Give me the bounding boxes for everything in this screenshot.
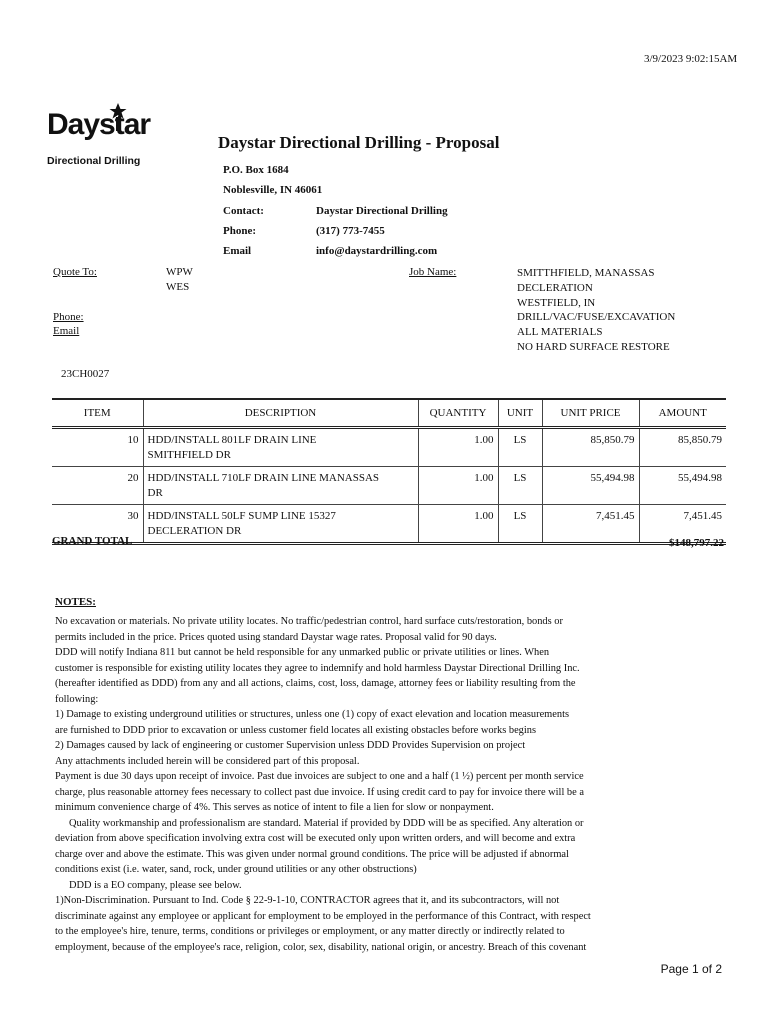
quote-to-line1: WPW bbox=[166, 266, 193, 278]
job-line: NO HARD SURFACE RESTORE bbox=[517, 340, 670, 353]
notes-line: 2) Damages caused by lack of engineering or customer Supervision unless DDD Provides Supervision on project bbox=[55, 740, 526, 751]
item-unit-price: 85,850.79 bbox=[542, 428, 639, 467]
notes-body bbox=[55, 614, 735, 955]
notes-line: charge, plus reasonable attorney fees necessary to collect past due invoice. If using credit card to pay for invoice there will be a bbox=[55, 786, 584, 798]
item-unit-price: 55,494.98 bbox=[542, 467, 639, 505]
desc-line: HDD/INSTALL 801LF DRAIN LINE bbox=[147, 434, 317, 446]
job-name-block bbox=[517, 266, 675, 355]
notes-line: to the employee's hire, tenure, terms, conditions or privileges or employment, or any matter directly or indirectly related to bbox=[55, 926, 565, 937]
phone-value: (317) 773-7455 bbox=[316, 225, 385, 237]
item-description bbox=[143, 428, 418, 467]
item-number: 10 bbox=[52, 428, 143, 467]
city: Noblesville, IN 46061 bbox=[223, 184, 323, 196]
table-header-row bbox=[52, 399, 726, 428]
logo-name: Daystar bbox=[47, 108, 151, 141]
item-quantity: 1.00 bbox=[418, 428, 498, 467]
notes-line: Payment is due 30 days upon receipt of invoice. Past due invoices are subject to one and a half (1 ½) percent per month service bbox=[55, 771, 584, 782]
quote-to-line2: WES bbox=[166, 281, 190, 293]
notes-line: 1)Non-Discrimination. Pursuant to Ind. Code § 22-9-1-10, CONTRACTOR agrees that it, and its subcontractors, will not bbox=[55, 895, 560, 906]
quote-email-label: Email bbox=[53, 325, 80, 337]
col-header-item: ITEM bbox=[52, 399, 143, 428]
email-label: Email bbox=[223, 245, 252, 257]
table-row bbox=[52, 428, 726, 467]
email-value: info@daystardrilling.com bbox=[316, 245, 438, 257]
item-unit: LS bbox=[498, 428, 542, 467]
quote-to-label: Quote To: bbox=[53, 266, 97, 278]
item-amount: 55,494.98 bbox=[639, 467, 726, 505]
item-unit: LS bbox=[498, 505, 542, 544]
item-amount: 85,850.79 bbox=[639, 428, 726, 467]
job-line: SMITTHFIELD, MANASSAS bbox=[517, 267, 655, 279]
phone-label: Phone: bbox=[223, 225, 256, 237]
desc-line: DECLERATION DR bbox=[147, 525, 242, 537]
notes-line: customer is responsible for existing utility locates they agree to indemnify and hold harmless Daystar Directional Drilling Inc. bbox=[55, 662, 580, 674]
desc-line: SMITHFIELD DR bbox=[147, 449, 231, 461]
item-amount: 7,451.45 bbox=[639, 505, 726, 544]
job-line: ALL MATERIALS bbox=[517, 326, 603, 339]
notes-title: NOTES: bbox=[55, 596, 96, 608]
items-table bbox=[52, 398, 726, 545]
desc-line: HDD/INSTALL 50LF SUMP LINE 15327 bbox=[147, 510, 336, 522]
item-quantity: 1.00 bbox=[418, 505, 498, 544]
notes-line: discriminate against any employee or applicant for employment to be employed in the performance of this Contract, with respect bbox=[55, 910, 591, 922]
item-quantity: 1.00 bbox=[418, 467, 498, 505]
notes-line: (hereafter identified as DDD) from any and all actions, claims, cost, loss, damage, attorney fees or liability resulting from the bbox=[55, 678, 576, 689]
grand-total-label: GRAND TOTAL bbox=[52, 535, 133, 547]
notes-line: conditions exist (i.e. water, sand, rock, under ground utilities or any other obstructions) bbox=[55, 864, 417, 875]
notes-line: employment, because of the employee's race, religion, color, sex, disability, national origin, or ancestry. Breach of this covenant bbox=[55, 941, 587, 953]
item-unit-price: 7,451.45 bbox=[542, 505, 639, 544]
table-row bbox=[52, 505, 726, 544]
notes-line: No excavation or materials. No private utility locates. No traffic/pedestrian control, hard surface cuts/restoration, bonds or bbox=[55, 616, 563, 627]
notes-line: permits included in the price. Prices quoted using standard Daystar wage rates. Proposal valid for 90 days. bbox=[55, 631, 497, 643]
page-number: Page 1 of 2 bbox=[660, 962, 722, 976]
item-number: 30 bbox=[52, 505, 143, 544]
col-header-unit-price: UNIT PRICE bbox=[542, 399, 639, 428]
col-header-description: DESCRIPTION bbox=[143, 399, 418, 428]
page-title: Daystar Directional Drilling - Proposal bbox=[218, 133, 500, 152]
contact-label: Contact: bbox=[223, 205, 264, 217]
item-description bbox=[143, 505, 418, 544]
notes-line: 1) Damage to existing underground utilities or structures, unless one (1) copy of exact elevation and location measurements bbox=[55, 709, 570, 720]
notes-line: Quality workmanship and professionalism are standard. Material if provided by DDD will be as specified. Any alteration or bbox=[69, 817, 584, 829]
col-header-quantity: QUANTITY bbox=[418, 399, 498, 428]
job-line: DECLERATION bbox=[517, 281, 593, 294]
notes-line: following: bbox=[55, 693, 99, 705]
job-name-label: Job Name: bbox=[409, 266, 457, 278]
company-logo bbox=[46, 103, 151, 169]
notes-line: DDD is a EO company, please see below. bbox=[69, 879, 242, 891]
notes-line: are furnished to DDD prior to excavation or unless customer field locates all existing obstacles before works begins bbox=[55, 724, 537, 736]
po-box: P.O. Box 1684 bbox=[223, 164, 289, 176]
notes-line: minimum convenience charge of 4%. This serves as notice of intent to file a lien for slow or nonpayment. bbox=[55, 802, 494, 813]
job-line: DRILL/VAC/FUSE/EXCAVATION bbox=[517, 311, 676, 324]
grand-total-value: $148,797.22 bbox=[669, 537, 724, 549]
table-row bbox=[52, 467, 726, 505]
notes-line: deviation from above specification involving extra cost will be executed only upon written orders, and will become and extra bbox=[55, 833, 576, 844]
item-unit: LS bbox=[498, 467, 542, 505]
item-number: 20 bbox=[52, 467, 143, 505]
contact-value: Daystar Directional Drilling bbox=[316, 205, 448, 217]
logo-tagline: Directional Drilling bbox=[47, 155, 141, 167]
notes-line: charge over and above the estimate. This was given under normal ground conditions. The price will be adjusted if abnormal bbox=[55, 848, 569, 860]
item-description bbox=[143, 467, 418, 505]
job-line: WESTFIELD, IN bbox=[517, 296, 596, 309]
desc-line: DR bbox=[147, 487, 163, 499]
col-header-unit: UNIT bbox=[498, 399, 542, 428]
col-header-amount: AMOUNT bbox=[639, 399, 726, 428]
quote-number: 23CH0027 bbox=[61, 368, 110, 380]
timestamp: 3/9/2023 9:02:15AM bbox=[644, 53, 738, 65]
notes-line: DDD will notify Indiana 811 but cannot be held responsible for any unmarked public or private utilities or lines. When bbox=[55, 647, 550, 658]
notes-line: Any attachments included herein will be considered part of this proposal. bbox=[55, 755, 360, 767]
desc-line: HDD/INSTALL 710LF DRAIN LINE MANASSAS bbox=[147, 472, 380, 484]
quote-phone-label: Phone: bbox=[53, 311, 84, 323]
